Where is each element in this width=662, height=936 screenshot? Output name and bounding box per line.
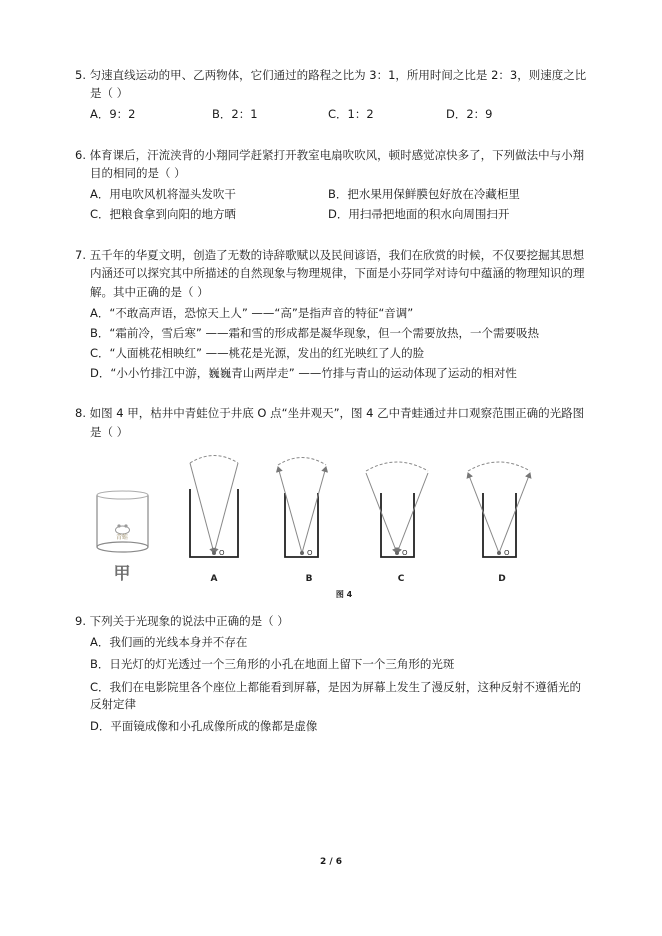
- q9-option-c-line1: C．我们在电影院里各个座位上都能看到屏幕，是因为屏幕上发生了漫反射，这种反射不遵循光的: [90, 680, 582, 694]
- panel-d-point-o: O: [504, 549, 510, 557]
- panel-b-diagram: [278, 458, 326, 558]
- q6-stem-line2: 目的相同的是（ ）: [90, 166, 186, 180]
- q6-option-c: C．把粮食拿到向阳的地方晒: [90, 207, 237, 221]
- well-light-path-diagram: [0, 445, 662, 605]
- q9-option-d: D．平面镜成像和小孔成像所成的像都是虚像: [90, 719, 318, 733]
- q5-option-c: C．1：2: [328, 107, 374, 121]
- panel-d-diagram: [468, 462, 530, 557]
- q9-option-c-line2: 反射定律: [90, 697, 136, 711]
- jia-label: 甲: [113, 564, 131, 584]
- q5-option-d: D．2：9: [446, 107, 493, 121]
- panel-b-label: B: [305, 574, 313, 584]
- jia-well-sketch: [97, 491, 148, 552]
- q6-option-b: B．把水果用保鲜膜包好放在冷藏柜里: [328, 187, 520, 201]
- q7-stem-line2: 内涵还可以探究其中所描述的自然现象与物理规律，下面是小芬同学对诗句中蕴涵的物理知识的理: [90, 266, 585, 280]
- panel-c-point-o: O: [402, 549, 408, 557]
- q6-option-d: D．用扫帚把地面的积水向周围扫开: [328, 207, 510, 221]
- q5-stem-line2: 是（ ）: [90, 86, 129, 100]
- panel-a-point-o: O: [219, 549, 225, 557]
- q7-stem-line3: 解。其中正确的是（ ）: [90, 285, 209, 299]
- q7-stem-line1: 7. 五千年的华夏文明，创造了无数的诗辞歌赋以及民间谚语，我们在欣赏的时候，不仅要挖掘其思想: [75, 248, 585, 262]
- panel-c-diagram: [366, 462, 428, 557]
- q9-stem: 9. 下列关于光现象的说法中正确的是（ ）: [75, 614, 289, 628]
- panel-d-label: D: [498, 574, 506, 584]
- q6-option-a: A．用电吹风机将湿头发吹干: [90, 187, 236, 201]
- q7-option-a: A．“不敢高声语，恐惊天上人” ——“高”是指声音的特征“音调”: [90, 306, 414, 320]
- q6-stem-line1: 6. 体育课后，汗流浃背的小翔同学赶紧打开教室电扇吹吹风，顿时感觉凉快多了，下列做法中与小翔: [75, 148, 585, 162]
- frog-text: 青蛙: [115, 534, 129, 541]
- q5-option-a: A．9：2: [90, 107, 136, 121]
- page-number: 2 / 6: [319, 857, 343, 867]
- figure-caption: 图 4: [335, 590, 353, 599]
- panel-c-label: C: [397, 574, 405, 584]
- q5-option-b: B．2：1: [212, 107, 258, 121]
- q8-figure: [0, 445, 662, 605]
- q9-option-a: A．我们画的光线本身并不存在: [90, 635, 248, 649]
- panel-a-diagram: [190, 456, 238, 558]
- q7-option-c: C．“人面桃花相映红” ——桃花是光源，发出的红光映红了人的脸: [90, 346, 425, 360]
- frog-icon: [116, 526, 130, 534]
- q7-option-d: D．“小小竹排江中游，巍巍青山两岸走” ——竹排与青山的运动体现了运动的相对性: [90, 366, 517, 380]
- q9-option-b: B．日光灯的灯光透过一个三角形的小孔在地面上留下一个三角形的光斑: [90, 657, 455, 671]
- q8-stem-line1: 8. 如图 4 甲，枯井中青蛙位于井底 O 点“坐井观天”，图 4 乙中青蛙通过井口观察范围正确的光路图: [75, 406, 585, 420]
- q5-stem-line1: 5. 匀速直线运动的甲、乙两物体，它们通过的路程之比为 3：1，所用时间之比是 2：3，则速度之比: [75, 68, 587, 82]
- panel-a-label: A: [210, 574, 218, 584]
- panel-b-point-o: O: [307, 549, 313, 557]
- q8-stem-line2: 是（ ）: [90, 425, 129, 439]
- q7-option-b: B．“霜前冷，雪后寒” ——霜和雪的形成都是凝华现象，但一个需要放热，一个需要吸热: [90, 326, 539, 340]
